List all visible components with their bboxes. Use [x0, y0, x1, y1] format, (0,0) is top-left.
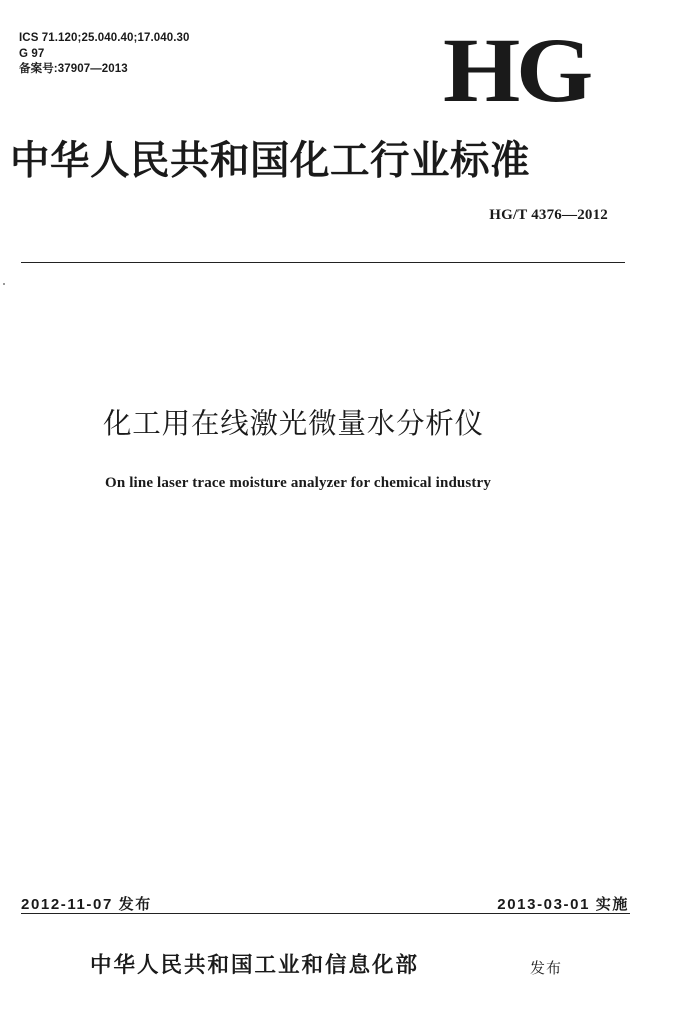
- filing-number: 备案号:37907—2013: [19, 63, 128, 75]
- document-title-english: On line laser trace moisture analyzer for chemical industry: [105, 475, 492, 491]
- scan-speck: [3, 283, 5, 285]
- hg-standard-mark: HG: [443, 19, 589, 121]
- publisher-suffix: 发布: [530, 959, 563, 977]
- publisher-name: 中华人民共和国工业和信息化部: [90, 953, 420, 978]
- issue-date: 2012-11-07 发布: [21, 896, 152, 913]
- classification-codes: [19, 31, 190, 78]
- effective-date: 2013-03-01 实施: [497, 896, 629, 913]
- standard-number: HG/T 4376—2012: [489, 207, 608, 223]
- standard-category-title: 中华人民共和国化工行业标准: [10, 138, 530, 184]
- ics-code: ICS 71.120;25.040.40;17.040.30: [19, 32, 190, 44]
- top-divider: [21, 262, 625, 263]
- ccs-code: G 97: [19, 47, 45, 60]
- document-title-chinese: 化工用在线激光微量水分析仪: [103, 407, 484, 440]
- bottom-divider: [21, 913, 630, 914]
